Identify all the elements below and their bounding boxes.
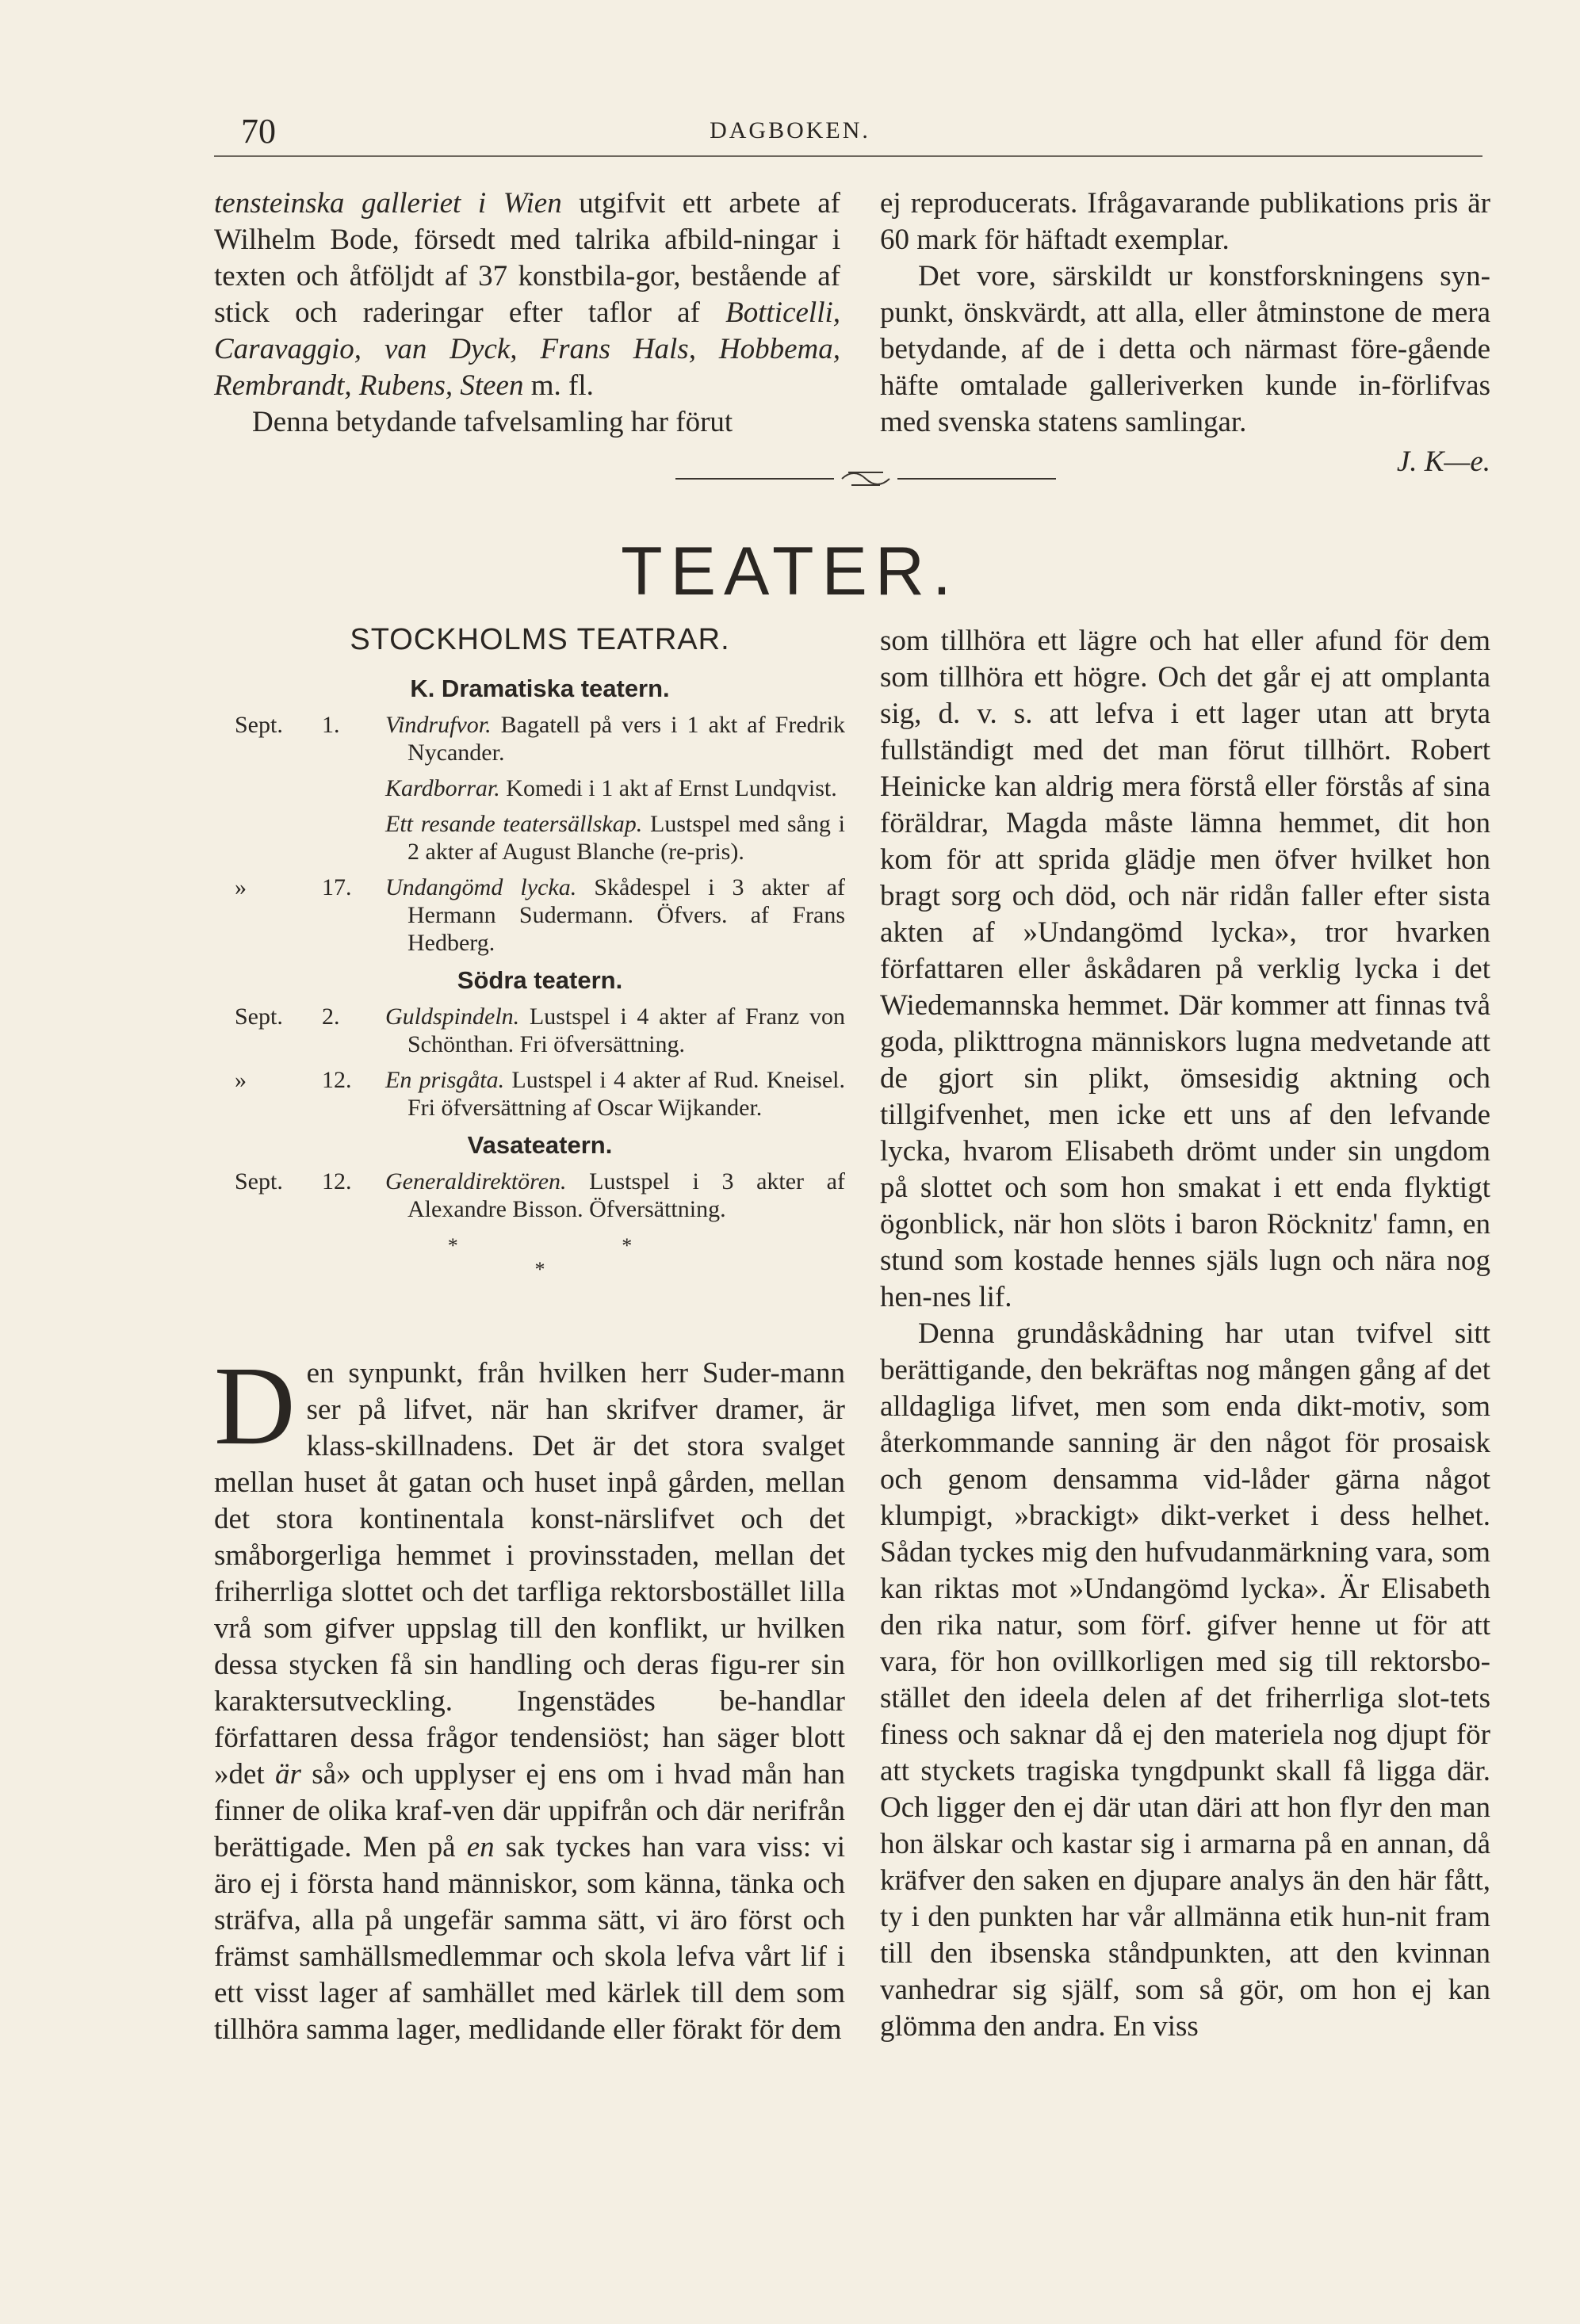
essay-right-paragraph-2: Denna grundåskådning har utan tvifvel sitt berättigande, den bekräftas nog mången gång af det alldagliga lifvet, men som enda dikt-motiv, som återkommande sanning är den något för prosaisk och genom densamma vid-låder gärna något klumpigt, »brackigt» dikt-verket i dess helhet. Sådan tyckes mig den hufvudanmärkning vara, som kan riktas mot »Undangömd lycka». Är Elisabeth den rika natur, som förf. gifver henne ut för att vara, för hon ovillkorligen med sig till rektorsbo-stället den ideela delen af det friherrliga slot-tets finess och saknar då ej den materiela nog djupt för att styckets tragiska tyngdpunkt skall få ligga där. Och ligger den ej där utan däri att hon flyr den man hon älskar och kastar sig i armarna på en annan, då kräfver den saken en djupare analys än den här fått, ty i den punkten har vår allmänna etik hun-nit fram till den ibsenska ståndpunkten, att den kvinnan vanhedrar sig själf, som så gör, om hon ej kan glömma den andra. En viss — [880, 1317, 1490, 2043]
header-rule — [214, 155, 1482, 157]
listing-subhead: STOCKHOLMS TEATRAR. — [350, 623, 730, 656]
page-number: 70 — [241, 112, 276, 151]
top-right-column — [880, 185, 1490, 480]
listing-entry — [235, 1066, 845, 1122]
drop-cap: D — [214, 1343, 296, 1468]
theatre-name: Vasateatern. — [467, 1131, 613, 1159]
entry-text: Ett resande teatersällskap. Lustspel med sång i 2 akter af August Blanche (re-pris). — [385, 811, 845, 865]
asterism-row-1: * * — [447, 1234, 712, 1257]
running-title: DAGBOKEN. — [710, 117, 870, 143]
entry-month: Sept. — [235, 1003, 283, 1030]
entry-month — [235, 810, 322, 866]
entry-month: Sept. — [235, 1168, 283, 1194]
ornament-divider-icon — [675, 461, 1056, 493]
theatre-listing — [235, 623, 845, 1298]
entry-month: » — [235, 1067, 247, 1093]
listing-entry — [235, 873, 845, 957]
entry-text: Kardborrar. Komedi i 1 akt af Ernst Lundqvist. — [385, 775, 837, 801]
entry-day — [322, 774, 385, 802]
asterism-row-2: * — [534, 1258, 545, 1281]
essay-text: en synpunkt, från hvilken herr Suder-mann ser på lifvet, när han skrifver dramer, är klass-skillnadens. Det är det stora svalget mellan huset åt gatan och huset inpå gården, mellan det stora kontinentala konst-närslifvet och det småborgerliga hemmet i provinsstaden, mellan det friherrliga slottet och det tarfliga rektorsbostället lilla vrå som gifver uppslag till den konflikt, ur hvilken dessa stycken få sin handling och deras figu-rer sin karaktersutveckling. Ingenstädes be-handlar författaren dessa frågor tendensiöst; han säger blott »det är så» och upplyser ej ens om i hvad mån han finner de olika kraf-ven där uppifrån och där nerifrån berättigade. Men på en sak tyckes han vara viss: vi äro ej i första hand människor, som känna, tänka och sträfva, alla på ungefär samma sätt, vi äro först och främst samhällsmedlemmar och skola lefva vårt lif i ett visst lager af samhället med kärlek till dem som tillhöra samma lager, medlidande eller förakt för dem — [214, 1357, 846, 2046]
entry-day — [322, 810, 385, 866]
theatre-name: Södra teatern. — [457, 966, 623, 994]
top-left-paragraph: tensteinska galleriet i Wien utgifvit ett arbete af Wilhelm Bode, försedt med talrika afbild-ningar i texten och åtföljdt af 37 konstbila-gor, bestående af stick och raderingar efter taflor af Botticelli, Caravaggio, van Dyck, Frans Hals, Hobbema, Rembrandt, Rubens, Steen m. fl. — [214, 187, 840, 402]
essay-left-column — [214, 1343, 846, 2048]
listing-entry — [235, 810, 845, 866]
essay-right-paragraph-1: som tillhöra ett lägre och hat eller afund för dem som tillhöra ett högre. Och det går ej att omplanta sig, d. v. s. att lefva i ett lager utan att bryta fullständigt med det man förut tillhört. Robert Heinicke kan aldrig mera förstå eller förstås af sina föräldrar, Magda måste lämna hemmet, dit hon kom för att sprida glädje men öfver hvilket hon bragt sorg och död, och när ridån faller efter sista akten af »Undangömd lycka», tror hvarken författaren eller åskådaren på verklig lycka i det Wiedemannska hemmet. Där kommer att finnas två goda, plikttrogna människors lugna medvetande att de gjort sin plikt, ömsesidig aktning och tillgifvenhet, men icke ett uns af den lefvande lycka, hvarom Elisabeth drömt under sin ungdom på slottet och som hon smakat i ett enda flyktigt ögonblick, när hon slöts i baron Röcknitz' famn, en stund som kostade hennes själs lugn och nära nog hen-nes lif. — [880, 625, 1490, 1313]
entry-text: En prisgåta. Lustspel i 4 akter af Rud. Kneisel. Fri öfversättning af Oscar Wijkander. — [385, 1067, 845, 1121]
theatre-name: K. Dramatiska teatern. — [410, 675, 670, 702]
entry-month: » — [235, 874, 247, 900]
entry-text: Undangömd lycka. Skådespel i 3 akter af Hermann Sudermann. Öfvers. af Frans Hedberg. — [385, 874, 845, 956]
entry-text: Vindrufvor. Bagatell på vers i 1 akt af Fredrik Nycander. — [385, 712, 845, 766]
entry-month — [235, 774, 322, 802]
entry-day: 17. — [322, 874, 352, 900]
top-right-paragraph-1: ej reproducerats. Ifrågavarande publikations pris är 60 mark för häftadt exemplar. — [880, 187, 1490, 256]
top-left-paragraph-2: Denna betydande tafvelsamling har förut — [252, 406, 733, 438]
listing-entry — [235, 774, 845, 802]
section-title: TEATER. — [621, 533, 959, 610]
listing-entry — [235, 1168, 845, 1223]
entry-day: 12. — [322, 1067, 352, 1093]
entry-month: Sept. — [235, 712, 283, 738]
theatre-list — [235, 675, 845, 1223]
entry-day: 12. — [322, 1168, 352, 1194]
top-right-paragraph-2: Det vore, särskildt ur konstforskningens syn-punkt, önskvärdt, att alla, eller åtminstone de mera betydande, af de i detta och närmast före-gående häfte omtalade galleriverken kunde in-förlifvas med svenska statens samlingar. — [880, 260, 1490, 438]
essay-right-column — [880, 623, 1490, 2045]
essay-paragraph — [214, 1343, 846, 2048]
entry-text: Guldspindeln. Lustspel i 4 akter af Franz von Schönthan. Fri öfversättning. — [385, 1003, 845, 1057]
entry-text: Generaldirektören. Lustspel i 3 akter af Alexandre Bisson. Öfversättning. — [385, 1168, 845, 1222]
entry-day: 1. — [322, 712, 340, 738]
asterism — [235, 1234, 845, 1282]
top-left-column — [214, 185, 840, 441]
entry-day: 2. — [322, 1003, 340, 1030]
listing-entry — [235, 711, 845, 766]
listing-entry — [235, 1003, 845, 1058]
signature: J. K—e. — [1396, 445, 1490, 478]
